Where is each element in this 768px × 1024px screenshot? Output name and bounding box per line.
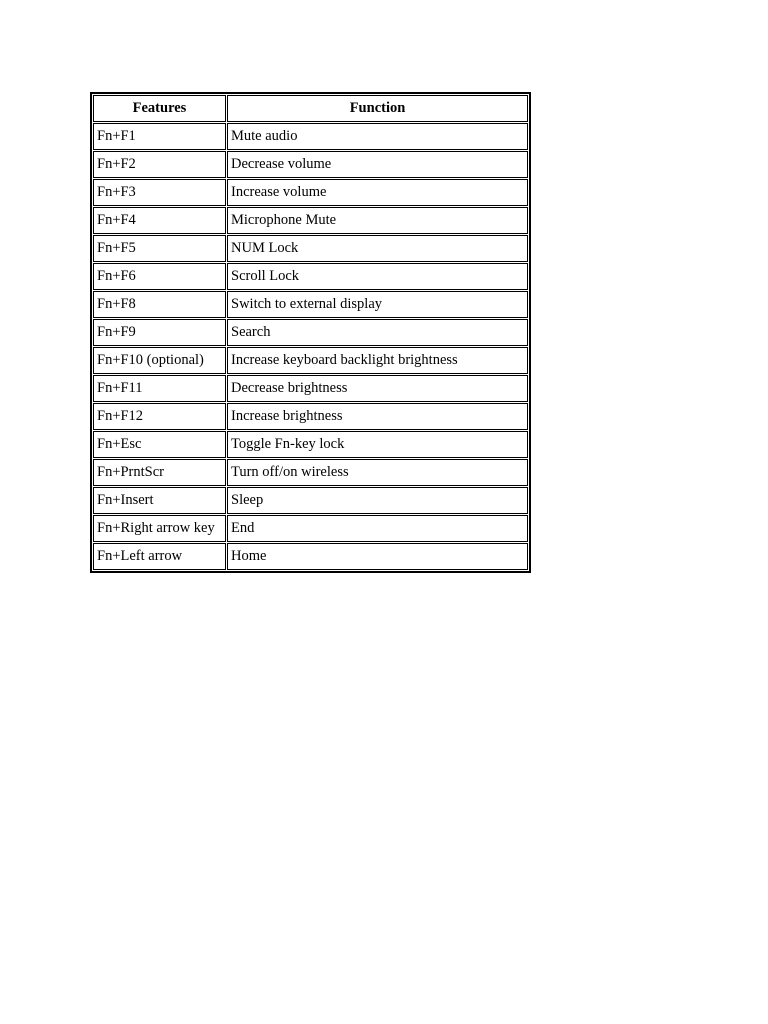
table-row xyxy=(93,291,528,318)
feature-cell: Fn+F5 xyxy=(93,235,226,262)
header-row xyxy=(93,95,528,122)
table-body xyxy=(93,123,528,570)
function-cell: Scroll Lock xyxy=(227,263,528,290)
function-cell: Increase volume xyxy=(227,179,528,206)
table-row xyxy=(93,347,528,374)
function-cell: Search xyxy=(227,319,528,346)
document-page xyxy=(90,92,531,573)
feature-cell: Fn+F3 xyxy=(93,179,226,206)
feature-cell: Fn+F4 xyxy=(93,207,226,234)
table-row xyxy=(93,459,528,486)
function-cell: Turn off/on wireless xyxy=(227,459,528,486)
function-cell: NUM Lock xyxy=(227,235,528,262)
feature-cell: Fn+Right arrow key xyxy=(93,515,226,542)
function-cell: Increase keyboard backlight brightness xyxy=(227,347,528,374)
table-row xyxy=(93,123,528,150)
feature-cell: Fn+Esc xyxy=(93,431,226,458)
feature-cell: Fn+F2 xyxy=(93,151,226,178)
table-row xyxy=(93,319,528,346)
table-row xyxy=(93,151,528,178)
function-cell: Switch to external display xyxy=(227,291,528,318)
table-row xyxy=(93,235,528,262)
function-cell: Home xyxy=(227,543,528,570)
table-row xyxy=(93,179,528,206)
table-row xyxy=(93,487,528,514)
feature-cell: Fn+F8 xyxy=(93,291,226,318)
feature-cell: Fn+Left arrow xyxy=(93,543,226,570)
function-cell: Sleep xyxy=(227,487,528,514)
function-cell: Decrease volume xyxy=(227,151,528,178)
table-row xyxy=(93,207,528,234)
table-row xyxy=(93,263,528,290)
table-row xyxy=(93,375,528,402)
keyboard-shortcuts-table xyxy=(90,92,531,573)
table-row xyxy=(93,403,528,430)
feature-cell: Fn+F9 xyxy=(93,319,226,346)
function-cell: Toggle Fn-key lock xyxy=(227,431,528,458)
table-row xyxy=(93,515,528,542)
feature-cell: Fn+F10 (optional) xyxy=(93,347,226,374)
function-cell: Increase brightness xyxy=(227,403,528,430)
feature-cell: Fn+F11 xyxy=(93,375,226,402)
function-cell: Decrease brightness xyxy=(227,375,528,402)
feature-cell: Fn+F1 xyxy=(93,123,226,150)
table-header xyxy=(93,95,528,122)
feature-cell: Fn+Insert xyxy=(93,487,226,514)
function-cell: Microphone Mute xyxy=(227,207,528,234)
function-column-header: Function xyxy=(227,95,528,122)
function-cell: Mute audio xyxy=(227,123,528,150)
feature-cell: Fn+F12 xyxy=(93,403,226,430)
table-row xyxy=(93,431,528,458)
feature-cell: Fn+PrntScr xyxy=(93,459,226,486)
features-column-header: Features xyxy=(93,95,226,122)
feature-cell: Fn+F6 xyxy=(93,263,226,290)
function-cell: End xyxy=(227,515,528,542)
table-row xyxy=(93,543,528,570)
